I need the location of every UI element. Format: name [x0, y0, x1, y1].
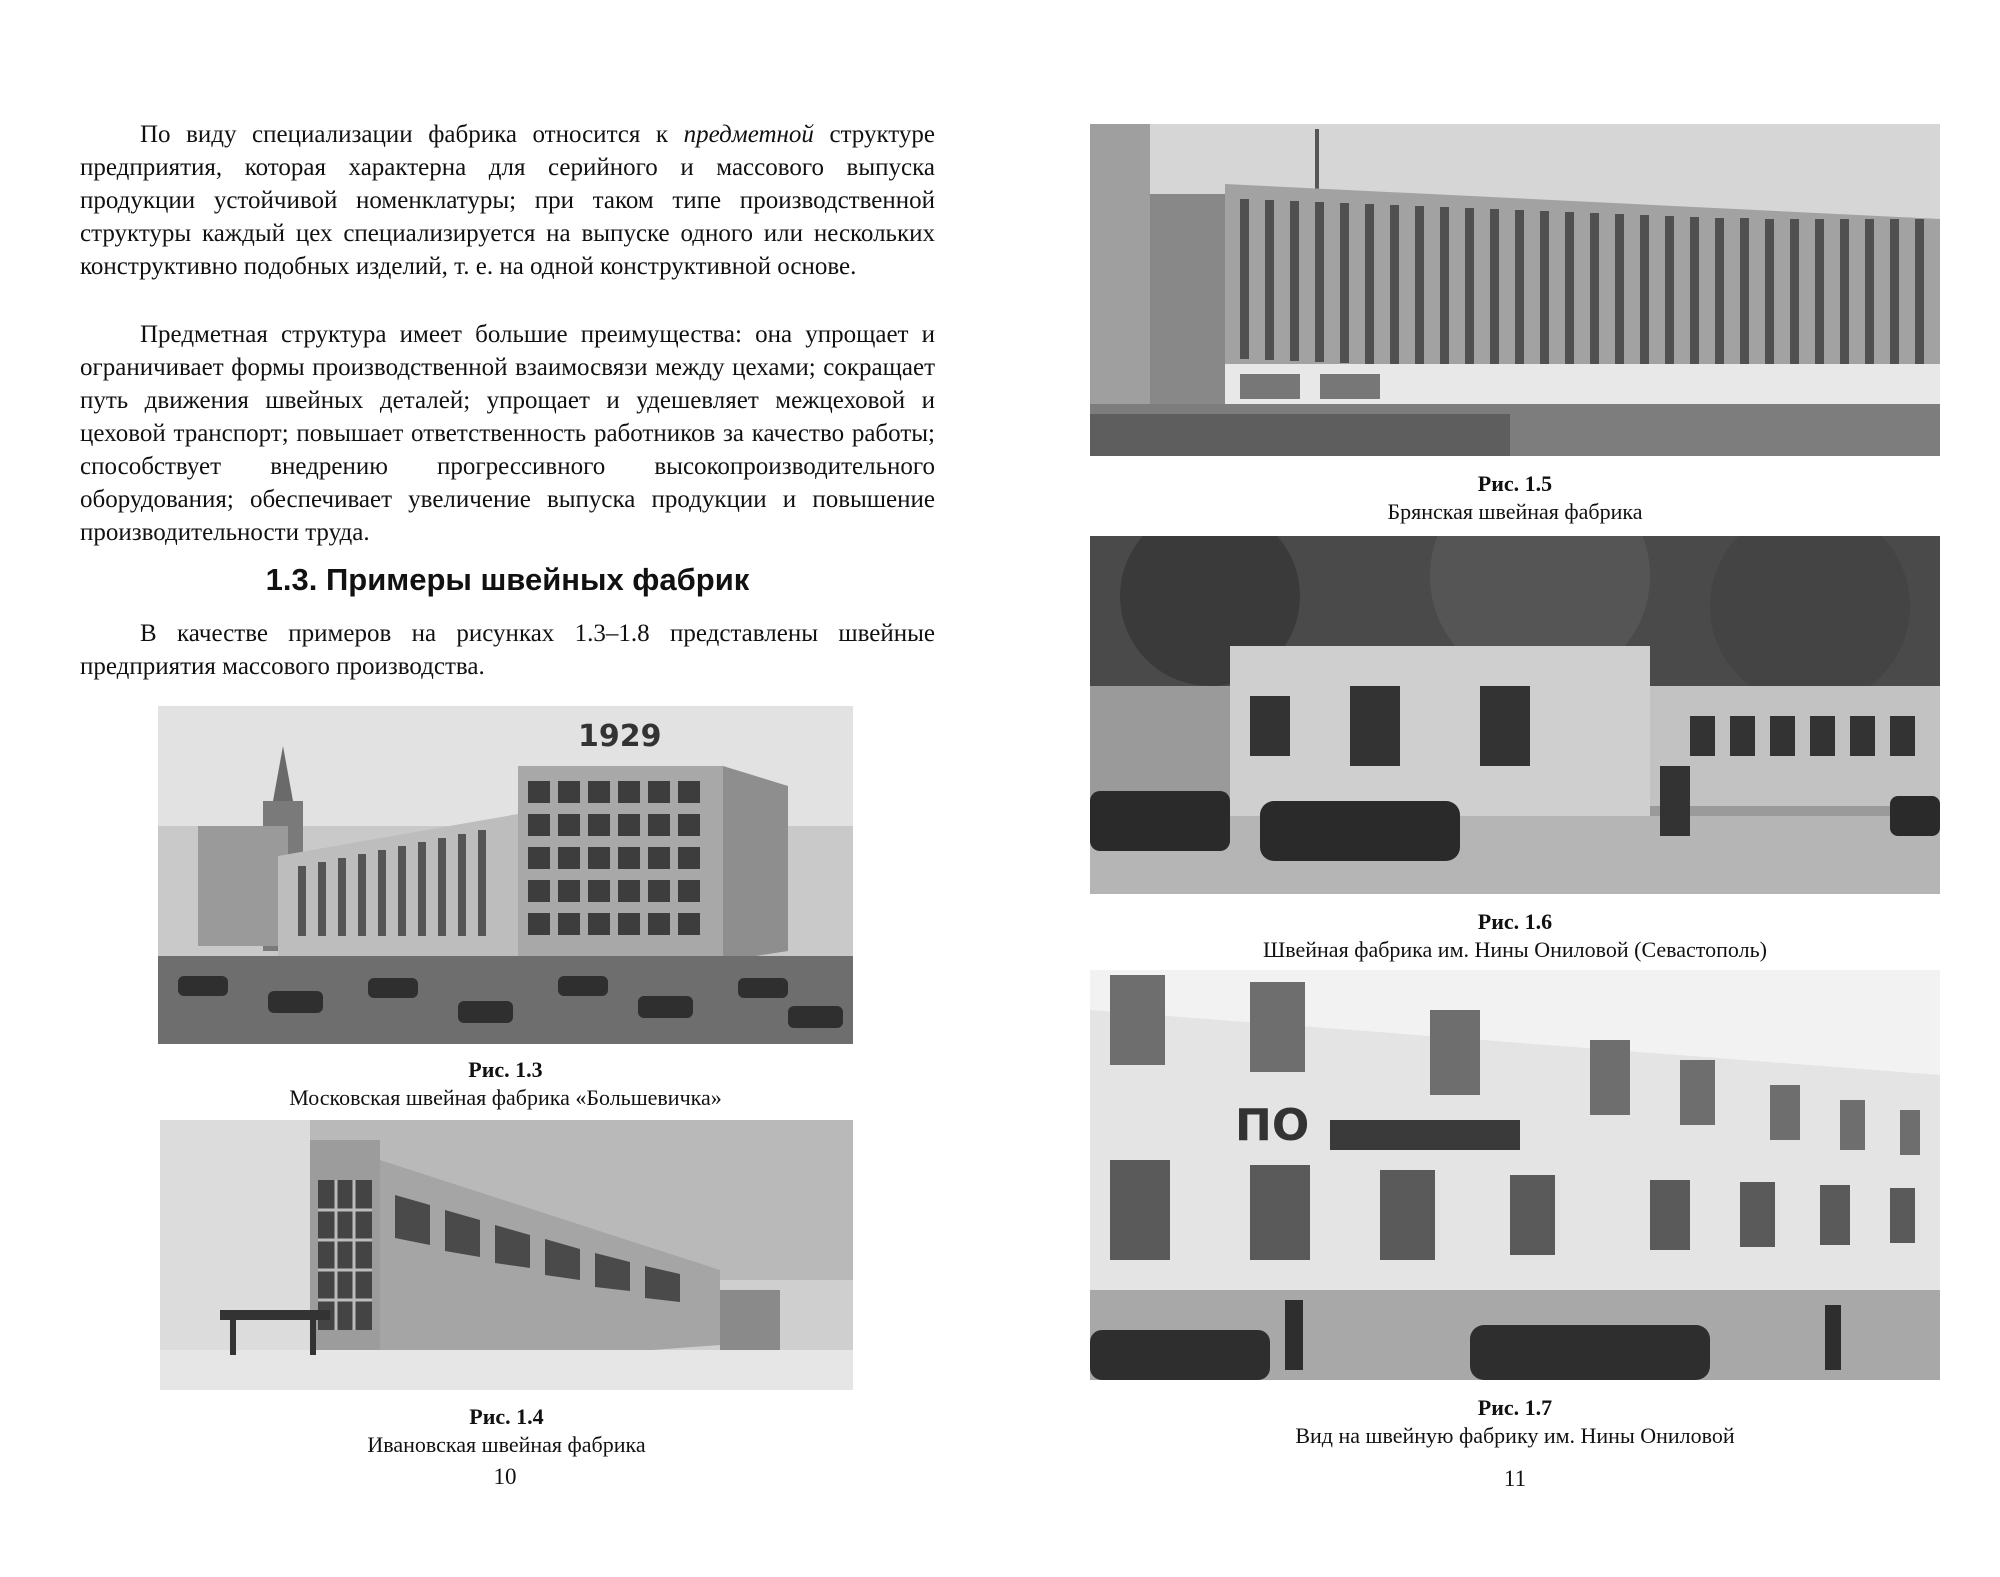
photo-bolshevichka-illustration — [158, 706, 853, 1044]
figure-label: Рис. 1.4 — [469, 1404, 544, 1429]
photo-ivanovo-factory — [160, 1120, 853, 1390]
caption-figure-1-6 — [1090, 908, 1940, 964]
italic-term: предметной — [683, 121, 814, 148]
figure-caption: Ивановская швейная фабрика — [367, 1432, 646, 1457]
photo-onilova-factory-view — [1090, 970, 1940, 1380]
page-number: 10 — [493, 1464, 517, 1489]
caption-figure-1-5 — [1090, 470, 1940, 526]
figure-label: Рис. 1.5 — [1477, 471, 1553, 496]
section-heading: 1.3. Примеры швейных фабрик — [265, 562, 750, 597]
paragraph-text: структуре предприятия, которая характерна для серийного и массового выпуска продукции устойчивой номенклатуры; при таком типе производственной структуры каждый цех специализируется на выпуске одного или нескольких конструктивно подобных изделий, т. е. на одной конструктивной основе. — [80, 121, 935, 280]
figure-caption: Швейная фабрика им. Нины Ониловой (Севастополь) — [1263, 937, 1767, 962]
page-number: 11 — [1503, 1466, 1527, 1491]
figure-caption: Брянская швейная фабрика — [1387, 499, 1643, 524]
caption-figure-1-7 — [1090, 1394, 1940, 1450]
photo-onilova-factory-sevastopol — [1090, 536, 1940, 894]
figure-label: Рис. 1.7 — [1477, 1395, 1553, 1420]
figure-label: Рис. 1.6 — [1477, 909, 1553, 934]
svg-text:ПО: ПО — [1235, 1100, 1310, 1151]
photo-bryansk-illustration — [1090, 124, 1940, 456]
photo-ivanovo-illustration — [160, 1120, 853, 1390]
figure-caption: Вид на швейную фабрику им. Нины Ониловой — [1295, 1423, 1735, 1448]
roof-sign: 1929 — [578, 719, 662, 754]
paragraph-specialization — [80, 118, 935, 283]
photo-bolshevichka-factory — [158, 706, 853, 1044]
paragraph-examples: В качестве примеров на рисунках 1.3–1.8 представлены швейные предприятия массового производства. — [80, 620, 935, 680]
figure-caption: Московская швейная фабрика «Большевичка» — [289, 1085, 722, 1110]
photo-onilova-view-illustration — [1090, 970, 1940, 1380]
paragraph-text: По виду специализации фабрика относится к — [140, 121, 684, 148]
photo-onilova-sevastopol-illustration — [1090, 536, 1940, 894]
figure-label: Рис. 1.3 — [468, 1057, 543, 1082]
paragraph-advantages: Предметная структура имеет большие преимущества: она упрощает и ограничивает формы производственной взаимосвязи между цехами; сокращает путь движения швейных деталей; упрощает и удешевляет межцеховой и цеховой транспорт; повышает ответственность работников за качество работы; способствует внедрению прогрессивного высокопроизводительного оборудования; обеспечивает увеличение выпуска продукции и повышение производительности труда. — [80, 321, 935, 546]
caption-figure-1-3 — [158, 1056, 853, 1112]
caption-figure-1-4 — [160, 1403, 853, 1459]
photo-bryansk-factory — [1090, 124, 1940, 456]
right-page — [1000, 0, 2000, 1577]
